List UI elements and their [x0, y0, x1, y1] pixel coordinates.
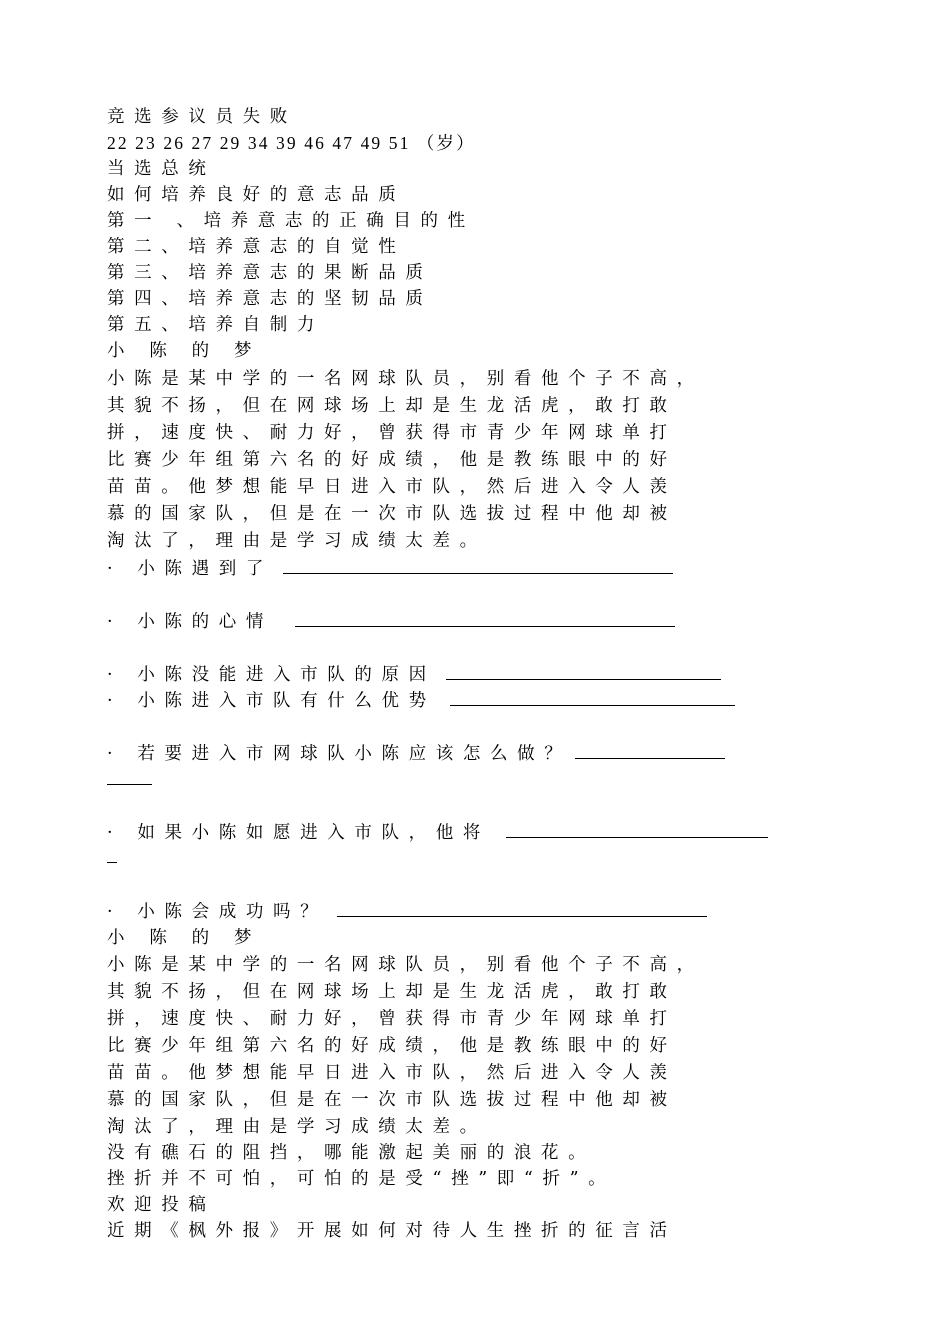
paragraph-line: 近期《枫外报》开展如何对待人生挫折的征言活 — [107, 1221, 677, 1241]
question-text: · 小陈会成功吗？ — [107, 902, 328, 922]
question-text: · 若要进入市网球队小陈应该怎么做？ — [107, 744, 572, 764]
answer-blank[interactable] — [283, 557, 673, 574]
question-text: · 如果小陈如愿进入市队，他将 — [107, 823, 490, 843]
paragraph-line: 苗苗。他梦想能早日进入市队，然后进入令人羡 — [107, 477, 677, 497]
paragraph-line: 拼，速度快、耐力好，曾获得市青少年网球单打 — [107, 423, 677, 443]
answer-blank[interactable] — [295, 610, 675, 627]
list-item: 第一 、培养意志的正确目的性 — [107, 211, 475, 231]
paragraph-line: 拼，速度快、耐力好，曾获得市青少年网球单打 — [107, 1009, 677, 1029]
question-row — [107, 899, 707, 925]
list-item: 第二、培养意志的自觉性 — [107, 237, 406, 257]
text-line: 当选总统 — [107, 159, 216, 179]
age-sequence-line: 22 23 26 27 29 34 39 46 47 49 51 （岁） — [107, 133, 476, 153]
answer-blank[interactable] — [575, 742, 725, 759]
paragraph-line: 比赛少年组第六名的好成绩，他是教练眼中的好 — [107, 1036, 677, 1056]
answer-blank-continuation — [107, 784, 152, 785]
question-text: · 小陈的心情 — [107, 612, 274, 632]
paragraph-line: 慕的国家队，但是在一次市队选拔过程中他却被 — [107, 504, 677, 524]
question-text: · 小陈没能进入市队的原因 — [107, 665, 436, 685]
story-title: 小 陈 的 梦 — [107, 341, 262, 361]
question-row — [107, 688, 735, 714]
question-row — [107, 556, 673, 582]
question-row — [107, 820, 768, 846]
paragraph-line: 比赛少年组第六名的好成绩，他是教练眼中的好 — [107, 450, 677, 470]
question-row — [107, 662, 721, 688]
answer-blank[interactable] — [506, 821, 768, 838]
question-row — [107, 609, 675, 635]
section-heading: 欢迎投稿 — [107, 1195, 216, 1215]
list-item: 第五、培养自制力 — [107, 315, 324, 335]
question-text: · 小陈遇到了 — [107, 559, 274, 579]
list-item: 第三、培养意志的果断品质 — [107, 263, 433, 283]
paragraph-line: 其貌不扬，但在网球场上却是生龙活虎，敢打敢 — [107, 396, 677, 416]
section-heading: 如何培养良好的意志品质 — [107, 185, 406, 205]
paragraph-line: 淘汰了，理由是学习成绩太差。 — [107, 1117, 487, 1137]
answer-blank[interactable] — [446, 663, 721, 680]
paragraph-line: 苗苗。他梦想能早日进入市队，然后进入令人羡 — [107, 1063, 677, 1083]
quote-line: 挫折并不可怕，可怕的是受“挫”即“折”。 — [107, 1169, 616, 1189]
text-line: 竞选参议员失败 — [107, 107, 297, 127]
answer-blank[interactable] — [337, 900, 707, 917]
paragraph-line: 慕的国家队，但是在一次市队选拔过程中他却被 — [107, 1090, 677, 1110]
question-row — [107, 741, 725, 767]
answer-blank[interactable] — [450, 689, 735, 706]
story-title: 小 陈 的 梦 — [107, 928, 262, 948]
answer-blank-continuation — [107, 862, 117, 863]
paragraph-line: 其貌不扬，但在网球场上却是生龙活虎，敢打敢 — [107, 982, 677, 1002]
paragraph-line: 小陈是某中学的一名网球队员，别看他个子不高， — [107, 955, 704, 975]
paragraph-line: 淘汰了，理由是学习成绩太差。 — [107, 531, 487, 551]
question-text: · 小陈进入市队有什么优势 — [107, 691, 436, 711]
quote-line: 没有礁石的阻挡，哪能激起美丽的浪花。 — [107, 1143, 596, 1163]
paragraph-line: 小陈是某中学的一名网球队员，别看他个子不高， — [107, 369, 704, 389]
list-item: 第四、培养意志的坚韧品质 — [107, 289, 433, 309]
